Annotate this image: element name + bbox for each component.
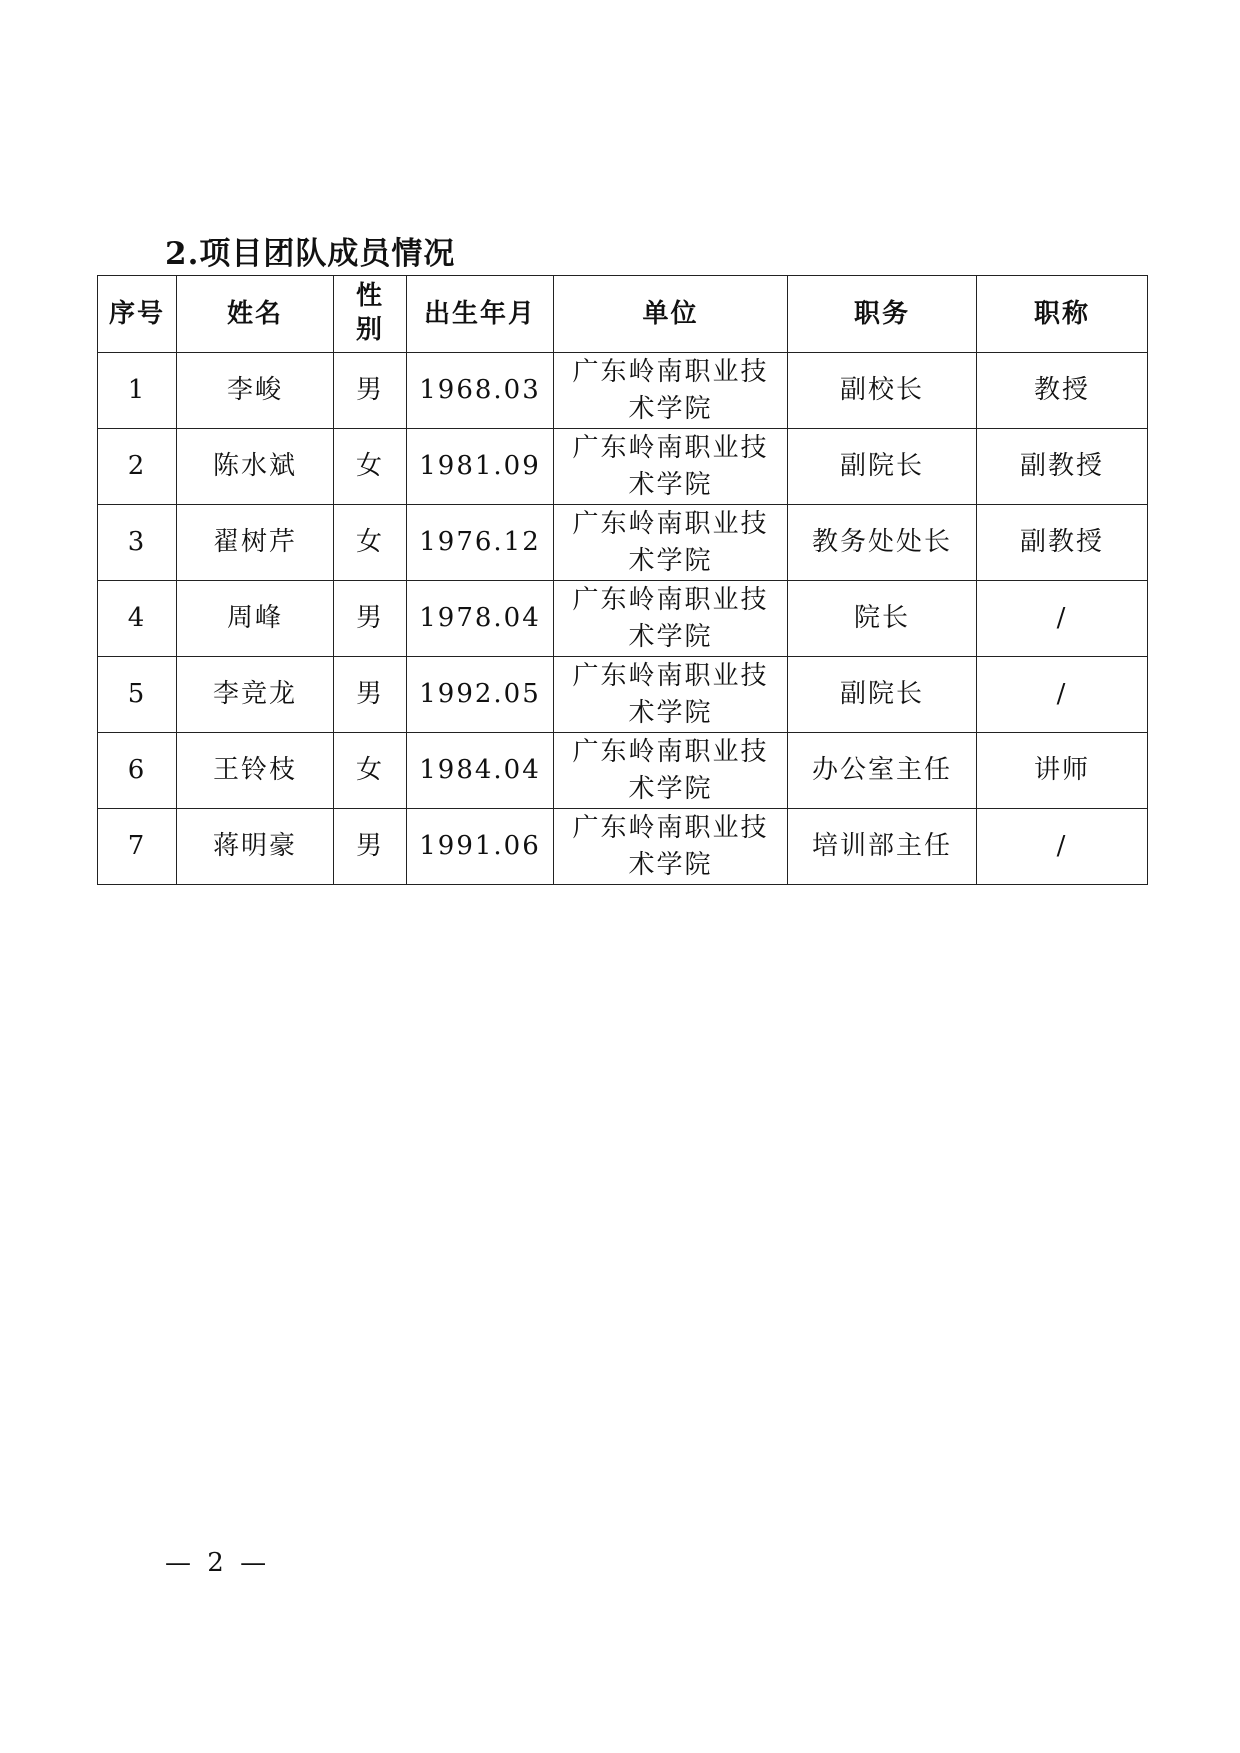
page-number: — 2 —	[165, 1548, 271, 1578]
cell-unit	[554, 581, 788, 657]
cell-unit	[554, 353, 788, 429]
team-members-table	[97, 275, 1148, 885]
table-header-row	[98, 276, 1148, 353]
cell-index: 2	[98, 429, 177, 505]
cell-birth: 1992.05	[407, 657, 554, 733]
cell-birth: 1978.04	[407, 581, 554, 657]
cell-unit-text: 广东岭南职业技术学院	[572, 584, 769, 652]
table-row	[98, 505, 1148, 581]
cell-index: 4	[98, 581, 177, 657]
table-row	[98, 353, 1148, 429]
cell-title: /	[977, 581, 1148, 657]
cell-birth: 1991.06	[407, 809, 554, 885]
cell-unit	[554, 505, 788, 581]
cell-gender: 男	[334, 581, 407, 657]
cell-unit	[554, 657, 788, 733]
cell-name: 李竞龙	[177, 657, 334, 733]
table-row	[98, 581, 1148, 657]
section-title: 2.项目团队成员情况	[165, 236, 456, 272]
cell-unit-text: 广东岭南职业技术学院	[572, 812, 769, 880]
cell-position: 副院长	[788, 429, 977, 505]
cell-gender: 女	[334, 733, 407, 809]
cell-name: 李峻	[177, 353, 334, 429]
header-gender-label: 性别	[355, 281, 384, 345]
cell-gender: 女	[334, 429, 407, 505]
cell-title: 讲师	[977, 733, 1148, 809]
cell-gender: 男	[334, 353, 407, 429]
cell-birth: 1976.12	[407, 505, 554, 581]
cell-title: 副教授	[977, 429, 1148, 505]
header-title: 职称	[977, 276, 1148, 353]
cell-gender: 女	[334, 505, 407, 581]
cell-position: 副校长	[788, 353, 977, 429]
cell-unit-text: 广东岭南职业技术学院	[572, 736, 769, 804]
cell-birth: 1981.09	[407, 429, 554, 505]
cell-title: 副教授	[977, 505, 1148, 581]
cell-name: 陈水斌	[177, 429, 334, 505]
cell-unit-text: 广东岭南职业技术学院	[572, 508, 769, 576]
cell-position: 办公室主任	[788, 733, 977, 809]
header-birth: 出生年月	[407, 276, 554, 353]
table-row	[98, 809, 1148, 885]
cell-title: /	[977, 809, 1148, 885]
table-row	[98, 657, 1148, 733]
cell-position: 院长	[788, 581, 977, 657]
cell-name: 蒋明豪	[177, 809, 334, 885]
cell-position: 培训部主任	[788, 809, 977, 885]
cell-title: 教授	[977, 353, 1148, 429]
cell-unit-text: 广东岭南职业技术学院	[572, 432, 769, 500]
cell-unit-text: 广东岭南职业技术学院	[572, 356, 769, 424]
cell-unit	[554, 733, 788, 809]
cell-unit	[554, 429, 788, 505]
cell-birth: 1984.04	[407, 733, 554, 809]
cell-name: 翟树芹	[177, 505, 334, 581]
header-name: 姓名	[177, 276, 334, 353]
cell-title: /	[977, 657, 1148, 733]
cell-index: 6	[98, 733, 177, 809]
cell-unit-text: 广东岭南职业技术学院	[572, 660, 769, 728]
cell-unit	[554, 809, 788, 885]
table-row	[98, 429, 1148, 505]
cell-gender: 男	[334, 809, 407, 885]
header-index: 序号	[98, 276, 177, 353]
header-unit: 单位	[554, 276, 788, 353]
cell-position: 教务处处长	[788, 505, 977, 581]
cell-index: 3	[98, 505, 177, 581]
cell-name: 周峰	[177, 581, 334, 657]
header-position: 职务	[788, 276, 977, 353]
cell-index: 5	[98, 657, 177, 733]
cell-index: 1	[98, 353, 177, 429]
cell-index: 7	[98, 809, 177, 885]
table-row	[98, 733, 1148, 809]
cell-position: 副院长	[788, 657, 977, 733]
cell-birth: 1968.03	[407, 353, 554, 429]
cell-name: 王铃枝	[177, 733, 334, 809]
header-gender	[334, 276, 407, 353]
cell-gender: 男	[334, 657, 407, 733]
